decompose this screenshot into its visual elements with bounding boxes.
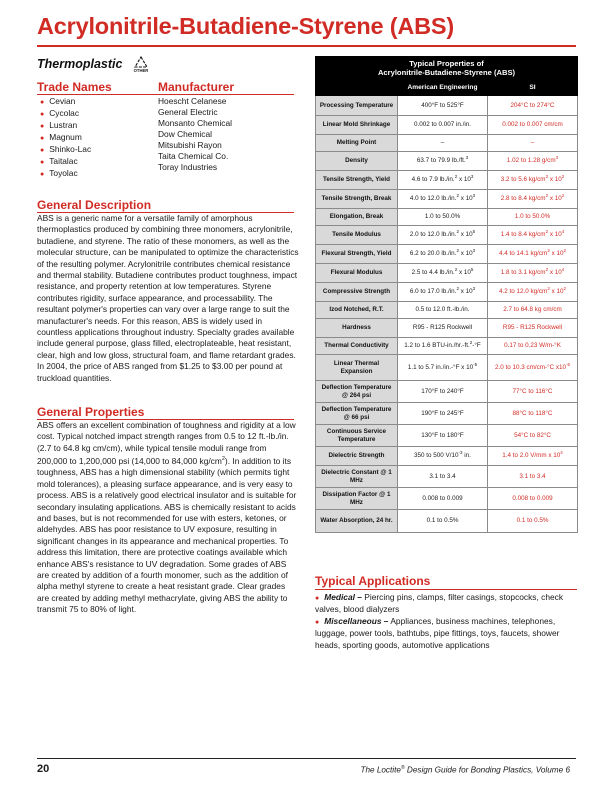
value-tail: x 10 [548, 231, 562, 239]
table-row [316, 319, 578, 338]
property-name: Hardness [316, 319, 398, 338]
value-tail: x 10 [457, 269, 471, 277]
footer-registered-mark: ® [400, 765, 405, 771]
american-value [398, 338, 488, 355]
value-sup: 2 [561, 174, 565, 180]
trade-name: Lustran [49, 120, 78, 130]
value-text: 4.6 to 7.9 lb./in. [411, 176, 455, 184]
value-text: 0.5 to 12.0 ft.-lb./in. [415, 306, 470, 314]
american-value [398, 425, 488, 447]
table-row [316, 116, 578, 135]
si-value [488, 209, 578, 226]
value-text: R95 - R125 Rockwell [412, 324, 473, 332]
value-sup: 2 [454, 174, 458, 180]
value-text: 4.0 to 12.0 lb./in. [409, 195, 457, 203]
value-tail: x 10 [457, 176, 471, 184]
value-tail: x 10 [458, 250, 473, 258]
value-sup: 2 [469, 340, 473, 346]
property-name: Dielectric Constant @ 1 MHz [316, 466, 398, 488]
table-row [316, 135, 578, 152]
recycle-code-label: OTHER [133, 68, 149, 73]
value-sup: 3 [555, 155, 559, 161]
si-value [488, 283, 578, 302]
trade-names-list [40, 96, 91, 180]
property-name: Tensile Strength, Yield [316, 171, 398, 190]
value-text: 350 to 500 V/10 [414, 452, 459, 460]
si-value [488, 264, 578, 283]
trade-name-item [40, 168, 91, 180]
american-value [398, 302, 488, 319]
application-item [315, 616, 577, 651]
value-text: – [440, 139, 445, 147]
bullet-icon: ● [40, 99, 45, 106]
si-value [488, 116, 578, 135]
value-sup: 3 [472, 286, 476, 292]
names-rule [37, 94, 294, 95]
footer-title-pre: The Loctite [360, 765, 401, 775]
american-value [398, 355, 488, 381]
american-value [398, 510, 488, 533]
trade-name-item [40, 156, 91, 168]
general-description-heading: General Description [37, 198, 152, 212]
si-value [488, 319, 578, 338]
value-sup: 2 [545, 193, 549, 199]
value-sup: 4 [561, 267, 565, 273]
general-description-text: ABS is a generic name for a versatile family of amorphous thermoplastics produced by combining three monomers, acrylonitrile, butadiene, and styrene. The ratio of these monomers, as well as the molecular structure, can be manipulated to optimize the characteristics of the resulting polymer. Acrylonitrile contributes chemical resistance and thermal stability. Butadiene contributes product toughness, impact resistance, and property retention at low temperatures. Styrene contributes rigidity, surface appearance, and processability. The resultant polymer's properties can vary over a large range to suit the manufacturer's needs. For this reason, ABS is widely used in countless applications throughout industry. Specialty grades available include general purpose, glass filled, electroplateable, heat resistant, clear, high and low gloss, structural foam, and flame retardant grades. In 2004, the price of ABS ranged from $1.25 to $3.00 per pound at truckload quantities. [37, 213, 299, 383]
property-name: Deflection Temperature @ 264 psi [316, 381, 398, 403]
typical-applications-rule [315, 589, 577, 590]
bullet-icon: ● [40, 111, 45, 118]
general-properties-text-a: ABS offers an excellent combination of toughness and rigidity at a low cost. Typical notched impact strength ranges from 0.5 to 12 ft.-lb./in. (2.7 to 64.8 kg cm/cm), while typical tensile moduli range from 200,000 to 1,200,000 psi (14,000 to 84,000 kg/cm [37, 420, 296, 467]
si-value [488, 447, 578, 466]
trade-name-item [40, 144, 91, 156]
value-tail: x 10 [548, 176, 562, 184]
footer-title-post: Design Guide for Bonding Plastics, Volume 6 [404, 765, 570, 775]
property-name: Melting Point [316, 135, 398, 152]
value-text: 6.2 to 20.0 lb./in. [409, 250, 457, 258]
general-properties-text [37, 420, 299, 616]
bullet-icon: ● [315, 618, 320, 626]
manufacturer-item: General Electric [158, 107, 218, 117]
trade-name: Cevian [49, 96, 76, 106]
value-tail: x 10 [548, 269, 562, 277]
value-text: 63.7 to 79.9 lb./ft. [416, 157, 466, 165]
value-text: 2.7 to 64.8 kg cm/cm [503, 306, 562, 314]
value-tail: in. [462, 452, 471, 460]
value-text: 204°C to 274°C [510, 101, 555, 109]
table-row [316, 226, 578, 245]
value-text: R95 - R125 Rockwell [502, 324, 563, 332]
table-row [316, 152, 578, 171]
american-value [398, 96, 488, 116]
property-name: Dielectric Strength [316, 447, 398, 466]
value-text: 0.002 to 0.007 in./in. [413, 121, 472, 129]
value-text: 400°F to 525°F [421, 101, 464, 109]
si-value [488, 135, 578, 152]
si-value [488, 226, 578, 245]
value-text: 4.4 to 14.1 kg/cm [499, 250, 548, 258]
property-name: Dissipation Factor @ 1 MHz [316, 488, 398, 510]
property-name: Elongation, Break [316, 209, 398, 226]
si-value [488, 171, 578, 190]
value-text: 6.0 to 17.0 lb./in. [409, 288, 457, 296]
value-sup: 2 [456, 286, 459, 292]
table-header-american: American Engineering [398, 80, 488, 96]
table-row [316, 96, 578, 116]
value-text: – [530, 139, 535, 147]
trade-name: Magnum [49, 132, 82, 142]
value-sup: 4 [560, 450, 563, 456]
title-underline [37, 45, 576, 47]
value-text: 2.0 to 12.0 lb./in. [409, 231, 457, 239]
value-text: 54°C to 82°C [514, 431, 551, 439]
value-sup: 4 [561, 229, 565, 235]
table-header-si: SI [488, 80, 578, 96]
footer-title [200, 765, 570, 775]
value-sup: 2 [545, 174, 549, 180]
value-text: 3.2 to 5.6 kg/cm [500, 176, 546, 184]
manufacturer-item: Dow Chemical [158, 129, 212, 139]
value-sup: 2 [547, 248, 550, 254]
value-sup: 3 [472, 248, 476, 254]
american-value [398, 488, 488, 510]
bullet-icon: ● [40, 171, 45, 178]
value-text: 88°C to 118°C [512, 409, 553, 417]
application-text: Piercing pins, clamps, filter casings, stopcocks, check valves, blood dialyzers [315, 592, 564, 615]
property-name: Density [316, 152, 398, 171]
si-value [488, 488, 578, 510]
trade-name: Toyolac [49, 168, 78, 178]
table-row [316, 403, 578, 425]
value-sup: 2 [547, 286, 550, 292]
value-text: 130°F to 180°F [421, 431, 464, 439]
manufacturer-item: Mitsubishi Rayon [158, 140, 222, 150]
value-tail: x 10 [548, 195, 562, 203]
value-text: 0.1 to 0.5% [426, 517, 459, 525]
american-value [398, 152, 488, 171]
table-row [316, 425, 578, 447]
recycle-code [130, 56, 152, 73]
table-title-line1: Typical Properties of [409, 59, 484, 68]
trade-names-heading: Trade Names [37, 80, 112, 94]
value-text: 77°C to 116°C [512, 387, 553, 395]
manufacturer-list [158, 96, 232, 173]
table-row [316, 510, 578, 533]
american-value [398, 466, 488, 488]
value-text: 4.2 to 12.0 kg/cm [499, 288, 548, 296]
table-row [316, 381, 578, 403]
footer-rule [37, 758, 576, 759]
application-label: Medical – [324, 592, 362, 602]
american-value [398, 319, 488, 338]
trade-name-item [40, 96, 91, 108]
value-sup: 3 [470, 174, 474, 180]
page-number: 20 [37, 763, 50, 775]
page-title: Acrylonitrile-Butadiene-Styrene (ABS) [37, 13, 454, 39]
table-row [316, 264, 578, 283]
property-name: Processing Temperature [316, 96, 398, 116]
value-tail: x 10 [549, 250, 564, 258]
value-text: 2.0 to 10.3 cm/cm-°C x10 [494, 363, 567, 371]
bullet-icon: ● [40, 159, 45, 166]
value-sup: 2 [456, 229, 459, 235]
application-label: Miscellaneous – [324, 615, 389, 626]
table-row [316, 488, 578, 510]
american-value [398, 171, 488, 190]
american-value [398, 135, 488, 152]
application-text: Appliances, business machines, telephones, luggage, power tools, bathtubs, pipe fittings, toys, faucets, shower heads, sporting goods, automotive applications [315, 615, 560, 650]
si-value [488, 355, 578, 381]
manufacturer-heading: Manufacturer [158, 80, 235, 94]
trade-name-item [40, 108, 91, 120]
value-text: 1.1 to 5.7 in./in.-°F x 10 [407, 363, 474, 371]
property-name: Izod Notched, R.T. [316, 302, 398, 319]
value-text: 0.008 to 0.009 [512, 494, 553, 502]
value-text: 3.1 to 3.4 [519, 472, 546, 480]
general-properties-text-b: ). In addition to its toughness, ABS has a high dimensional stability (which permits tight mold tolerances), a pleasing surface appearance, and is very easy to process. ABS is a relatively good electrical insulator and is suitable for secondary insulating applications. ABS is chemically resistant to acids and bases, but is not recommended for use with esters, ketones, or aldehydes. ABS has poor resistance to UV exposure, resulting in significant changes in its appearance and mechanical properties. To address this limitation, there are protective coatings available which enhance ABS's resistance to UV degradation. Some grades of ABS are created by addition of a fourth monomer, such as the addition of alpha methyl styrene to create a heat resistant grade. Clear grades are created by adding methyl methacrylate, giving ABS the ability to transmit 75 to 80% of light. [37, 456, 297, 615]
si-value [488, 338, 578, 355]
value-tail: -°F [472, 342, 481, 350]
si-value [488, 510, 578, 533]
property-name: Deflection Temperature @ 66 psi [316, 403, 398, 425]
american-value [398, 264, 488, 283]
table-row [316, 209, 578, 226]
manufacturer-item: Hoescht Celanese [158, 96, 227, 106]
table-row [316, 245, 578, 264]
value-text: 1.0 to 50.0% [514, 213, 551, 221]
si-value [488, 466, 578, 488]
bullet-icon: ● [40, 135, 45, 142]
manufacturer-item: Toray Industries [158, 162, 218, 172]
value-tail: x 10 [458, 231, 473, 239]
value-sup: 2 [563, 248, 566, 254]
value-text: 3.1 to 3.4 [429, 472, 456, 480]
table-body [316, 96, 578, 533]
property-name: Continuous Service Temperature [316, 425, 398, 447]
value-tail: x 10 [549, 288, 564, 296]
trade-name: Taitalac [49, 156, 78, 166]
value-sup: 2 [454, 267, 458, 273]
value-text: 1.4 to 8.4 kg/cm [500, 231, 546, 239]
si-value [488, 245, 578, 264]
table-row [316, 355, 578, 381]
value-sup: 5 [472, 229, 476, 235]
value-sup: 3 [472, 193, 476, 199]
american-value [398, 403, 488, 425]
value-tail: x 10 [458, 288, 473, 296]
value-text: 0.1 to 0.5% [516, 517, 549, 525]
value-sup: 3 [465, 155, 469, 161]
american-value [398, 209, 488, 226]
si-value [488, 152, 578, 171]
bullet-icon: ● [40, 147, 45, 154]
property-name: Tensile Strength, Break [316, 190, 398, 209]
value-text: 0.17 to 0.23 W/m-°K [504, 342, 561, 350]
table-row [316, 171, 578, 190]
property-name: Flexural Strength, Yield [316, 245, 398, 264]
value-text: 190°F to 245°F [421, 409, 464, 417]
american-value [398, 283, 488, 302]
si-value [488, 302, 578, 319]
value-text: 2.5 to 4.4 lb./in. [411, 269, 455, 277]
american-value [398, 447, 488, 466]
si-value [488, 96, 578, 116]
value-sup: -5 [566, 361, 571, 367]
property-name: Flexural Modulus [316, 264, 398, 283]
application-item [315, 592, 577, 616]
recycle-triangle-icon [134, 56, 148, 68]
american-value [398, 116, 488, 135]
value-sup: 2 [545, 229, 549, 235]
table-title [316, 57, 578, 80]
american-value [398, 190, 488, 209]
value-text: 1.4 to 2.0 V/mm x 10 [502, 452, 561, 460]
table-row [316, 466, 578, 488]
si-value [488, 190, 578, 209]
value-text: 1.2 to 1.6 BTU-in./hr.-ft. [404, 342, 470, 350]
manufacturer-item: Taita Chemical Co. [158, 151, 229, 161]
trade-name-item [40, 120, 91, 132]
value-text: 0.002 to 0.007 cm/cm [502, 121, 563, 129]
trade-name-item [40, 132, 91, 144]
american-value [398, 381, 488, 403]
american-value [398, 226, 488, 245]
value-text: 1.0 to 50.0% [424, 213, 461, 221]
typical-applications-heading: Typical Applications [315, 574, 431, 588]
value-text: 170°F to 240°F [421, 387, 464, 395]
value-sup: -5 [473, 361, 478, 367]
property-name: Thermal Conductivity [316, 338, 398, 355]
trade-name: Shinko-Lac [49, 144, 92, 154]
table-row [316, 283, 578, 302]
table-row [316, 190, 578, 209]
property-name: Compressive Strength [316, 283, 398, 302]
table-row [316, 447, 578, 466]
material-type: Thermoplastic [37, 57, 123, 71]
american-value [398, 245, 488, 264]
value-sup: -3 [458, 450, 463, 456]
value-tail: x 10 [458, 195, 473, 203]
trade-name: Cycolac [49, 108, 80, 118]
value-text: 1.8 to 3.1 kg/cm [500, 269, 546, 277]
value-sup: 2 [456, 248, 459, 254]
typical-applications-list [315, 592, 577, 651]
si-value [488, 425, 578, 447]
table-row [316, 338, 578, 355]
squared-sup: 2 [221, 456, 225, 463]
bullet-icon: ● [315, 595, 320, 602]
manufacturer-item: Monsanto Chemical [158, 118, 233, 128]
property-name: Tensile Modulus [316, 226, 398, 245]
si-value [488, 381, 578, 403]
value-text: 1.02 to 1.28 g/cm [506, 157, 556, 165]
property-name: Linear Mold Shrinkage [316, 116, 398, 135]
value-sup: 5 [470, 267, 474, 273]
value-sup: 2 [563, 286, 566, 292]
value-sup: 2 [545, 267, 549, 273]
general-properties-heading: General Properties [37, 405, 145, 419]
table-row [316, 302, 578, 319]
property-name: Linear Thermal Expansion [316, 355, 398, 381]
bullet-icon: ● [40, 123, 45, 130]
typical-properties-table [315, 56, 578, 533]
table-title-line2: Acrylonitrile-Butadiene-Styrene (ABS) [377, 68, 516, 77]
value-text: 0.008 to 0.009 [422, 494, 463, 502]
si-value [488, 403, 578, 425]
value-text: 2.8 to 8.4 kg/cm [500, 195, 546, 203]
value-sup: 2 [561, 193, 565, 199]
property-name: Water Absorption, 24 hr. [316, 510, 398, 533]
table-header-blank [316, 80, 398, 96]
value-sup: 2 [456, 193, 459, 199]
